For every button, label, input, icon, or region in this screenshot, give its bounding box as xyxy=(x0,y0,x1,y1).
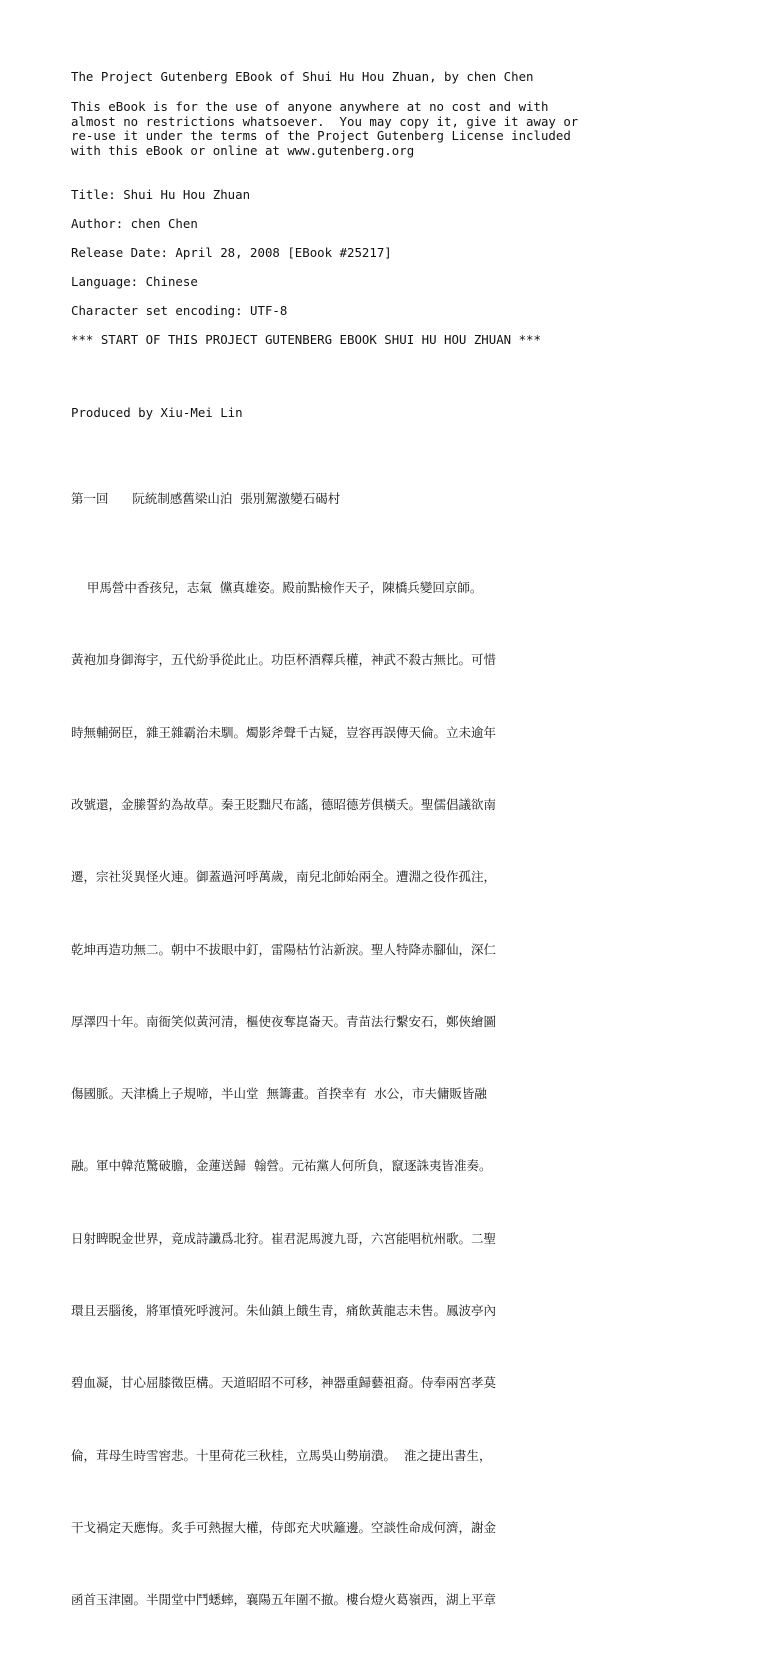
chapter-body xyxy=(71,528,496,1660)
body-line: 時無輔弼臣，雜王雜霸治未馴。燭影斧聲千古疑，豈容再誤傳天倫。立未逾年 xyxy=(71,724,497,740)
body-line: 環且丟腦後，將軍憤死呼渡河。朱仙鎮上餓生青，痛飲黃龍志未售。鳳波亭內 xyxy=(71,1303,497,1318)
producer-credit: Produced by Xiu-Mei Lin xyxy=(71,405,243,420)
body-line: 乾坤再造功無二。朝中不拔眼中釘，雷陽枯竹沾新淚。聖人特降赤腳仙，深仁 xyxy=(71,941,497,957)
license-line-4: with this eBook or online at www.gutenberg.org xyxy=(71,142,415,158)
body-line: 干戈禍定天應悔。炙手可熱握大權，侍郎充犬吠籬邊。空談性命成何濟，謝金 xyxy=(71,1519,497,1535)
body-line: 厚澤四十年。南衙笑似黃河清，樞使夜奪崑崙天。青苗法行繫安石，鄭俠繪圖 xyxy=(71,1013,497,1029)
license-line-3: re-use it under the terms of the Project Gutenberg License included xyxy=(71,128,571,143)
meta-title: Title: Shui Hu Hou Zhuan xyxy=(71,187,251,202)
body-line: 融。軍中韓范驚破膽，金蓮送歸 翰營。元祐黨人何所負，竄逐誅夷皆准奏。 xyxy=(71,1158,492,1174)
license-line-2: almost no restrictions whatsoever. You may copy it, give it away or xyxy=(71,113,579,129)
body-line: 碧血凝，甘心屈膝徵臣構。天道昭昭不可移，神器重歸藝祖裔。侍奉兩宮孝莫 xyxy=(71,1375,497,1391)
meta-language: Language: Chinese xyxy=(71,274,198,289)
license-line-1: This eBook is for the use of anyone anywhere at no cost and with xyxy=(71,99,549,114)
body-line: 遷，宗社災異怪火連。御蓋過河呼萬歲，南兒北師始兩全。遭淵之役作孤注， xyxy=(71,869,497,885)
body-line: 改號還，金縢誓約為故草。秦王貶黜尺布謠，德昭德芳俱橫夭。聖儒倡議欲南 xyxy=(71,797,497,813)
chapter-heading: 第一回 阮統制感舊梁山泊 張別駕激變石碣村 xyxy=(71,491,341,506)
body-line: 傷國脈。天津橋上子規啼，半山堂 無籌畫。首揆幸有 水公，市夫傭販皆融 xyxy=(71,1086,487,1102)
body-line: 倫，茸母生時雪窖悲。十里荷花三秋桂，立馬吳山勢崩潰。 淮之捷出書生， xyxy=(71,1447,492,1463)
meta-release-date: Release Date: April 28, 2008 [EBook #25217] xyxy=(71,245,392,260)
start-marker: *** START OF THIS PROJECT GUTENBERG EBOOK SHUI HU HOU ZHUAN *** xyxy=(71,332,541,347)
body-line: 甲馬營中香孩兒，志氣 儻真雄姿。殿前點檢作天子，陳橋兵變回京師。 xyxy=(71,580,483,596)
body-line: 日射睥睨金世界，竟成詩讖爲北狩。崔君泥馬渡九哥，六宮能唱杭州歌。二聖 xyxy=(71,1230,497,1246)
meta-encoding: Character set encoding: UTF-8 xyxy=(71,303,288,318)
body-line: 黃袍加身御海宇，五代紛爭從此止。功臣杯酒釋兵權，神武不殺古無比。可惜 xyxy=(71,652,497,668)
ebook-title-line: The Project Gutenberg EBook of Shui Hu Hou Zhuan, by chen Chen xyxy=(71,69,534,84)
body-line: 函首玉津園。半閒堂中鬥蟋蟀，襄陽五年圍不撤。樓台燈火葛嶺西，湖上平章 xyxy=(71,1592,497,1608)
meta-author: Author: chen Chen xyxy=(71,216,198,231)
